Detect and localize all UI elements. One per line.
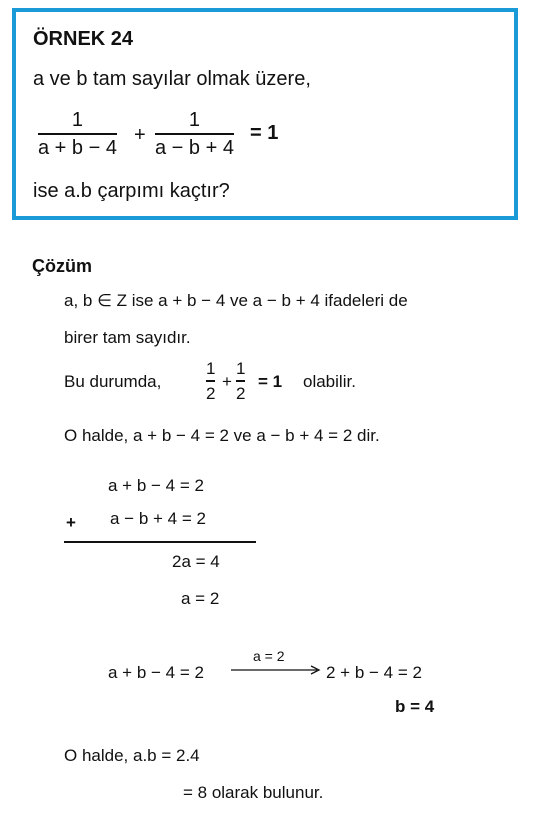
substitution-right: 2 + b − 4 = 2	[326, 663, 422, 682]
fraction-bar	[38, 133, 117, 135]
fraction-bar	[236, 380, 245, 382]
arrow-label: a = 2	[253, 648, 285, 664]
sum-line	[64, 541, 256, 543]
solution-line-4: O halde, a + b − 4 = 2 ve a − b + 4 = 2 dir.	[64, 426, 380, 445]
solution-line-2: birer tam sayıdır.	[64, 328, 191, 347]
fraction-numerator: 1	[206, 359, 216, 378]
example-statement: a ve b tam sayılar olmak üzere,	[33, 68, 311, 90]
substitution-left: a + b − 4 = 2	[108, 663, 204, 682]
fraction-denominator: 2	[236, 383, 246, 403]
right-arrow-icon	[231, 664, 323, 676]
fraction-numerator: 1	[188, 109, 201, 131]
example-title: ÖRNEK 24	[33, 28, 134, 50]
solution-line-1: a, b ∈ Z ise a + b − 4 ve a − b + 4 ifadeleri de	[64, 291, 408, 310]
equals-one: = 1	[250, 122, 279, 144]
fraction-numerator: 1	[236, 359, 246, 378]
half-fraction-2	[236, 360, 245, 402]
solution-heading: Çözüm	[32, 256, 92, 276]
equation-2: a − b + 4 = 2	[110, 509, 206, 528]
a-value: a = 2	[181, 589, 220, 608]
solution-line-3-suffix: olabilir.	[303, 372, 356, 391]
b-value: b = 4	[395, 697, 435, 716]
example-question: ise a.b çarpımı kaçtır?	[33, 180, 230, 202]
sum-result: 2a = 4	[172, 552, 220, 571]
example-fraction-1	[38, 110, 117, 158]
fraction-bar	[206, 380, 215, 382]
half-fraction-1	[206, 360, 215, 402]
equation-1: a + b − 4 = 2	[108, 476, 204, 495]
fraction-denominator: a − b + 4	[155, 136, 234, 159]
plus-sign: +	[134, 124, 146, 146]
fraction-bar	[155, 133, 234, 135]
solution-line-3-prefix: Bu durumda,	[64, 372, 162, 391]
fraction-denominator: a + b − 4	[38, 136, 117, 159]
example-fraction-2	[155, 110, 234, 158]
fraction-denominator: 2	[206, 383, 216, 403]
result-line-1: O halde, a.b = 2.4	[64, 746, 200, 765]
addition-sign: +	[66, 513, 76, 532]
fraction-numerator: 1	[71, 109, 84, 131]
equals-one: = 1	[258, 372, 283, 391]
result-line-2: = 8 olarak bulunur.	[183, 783, 324, 802]
plus-sign: +	[222, 372, 232, 391]
